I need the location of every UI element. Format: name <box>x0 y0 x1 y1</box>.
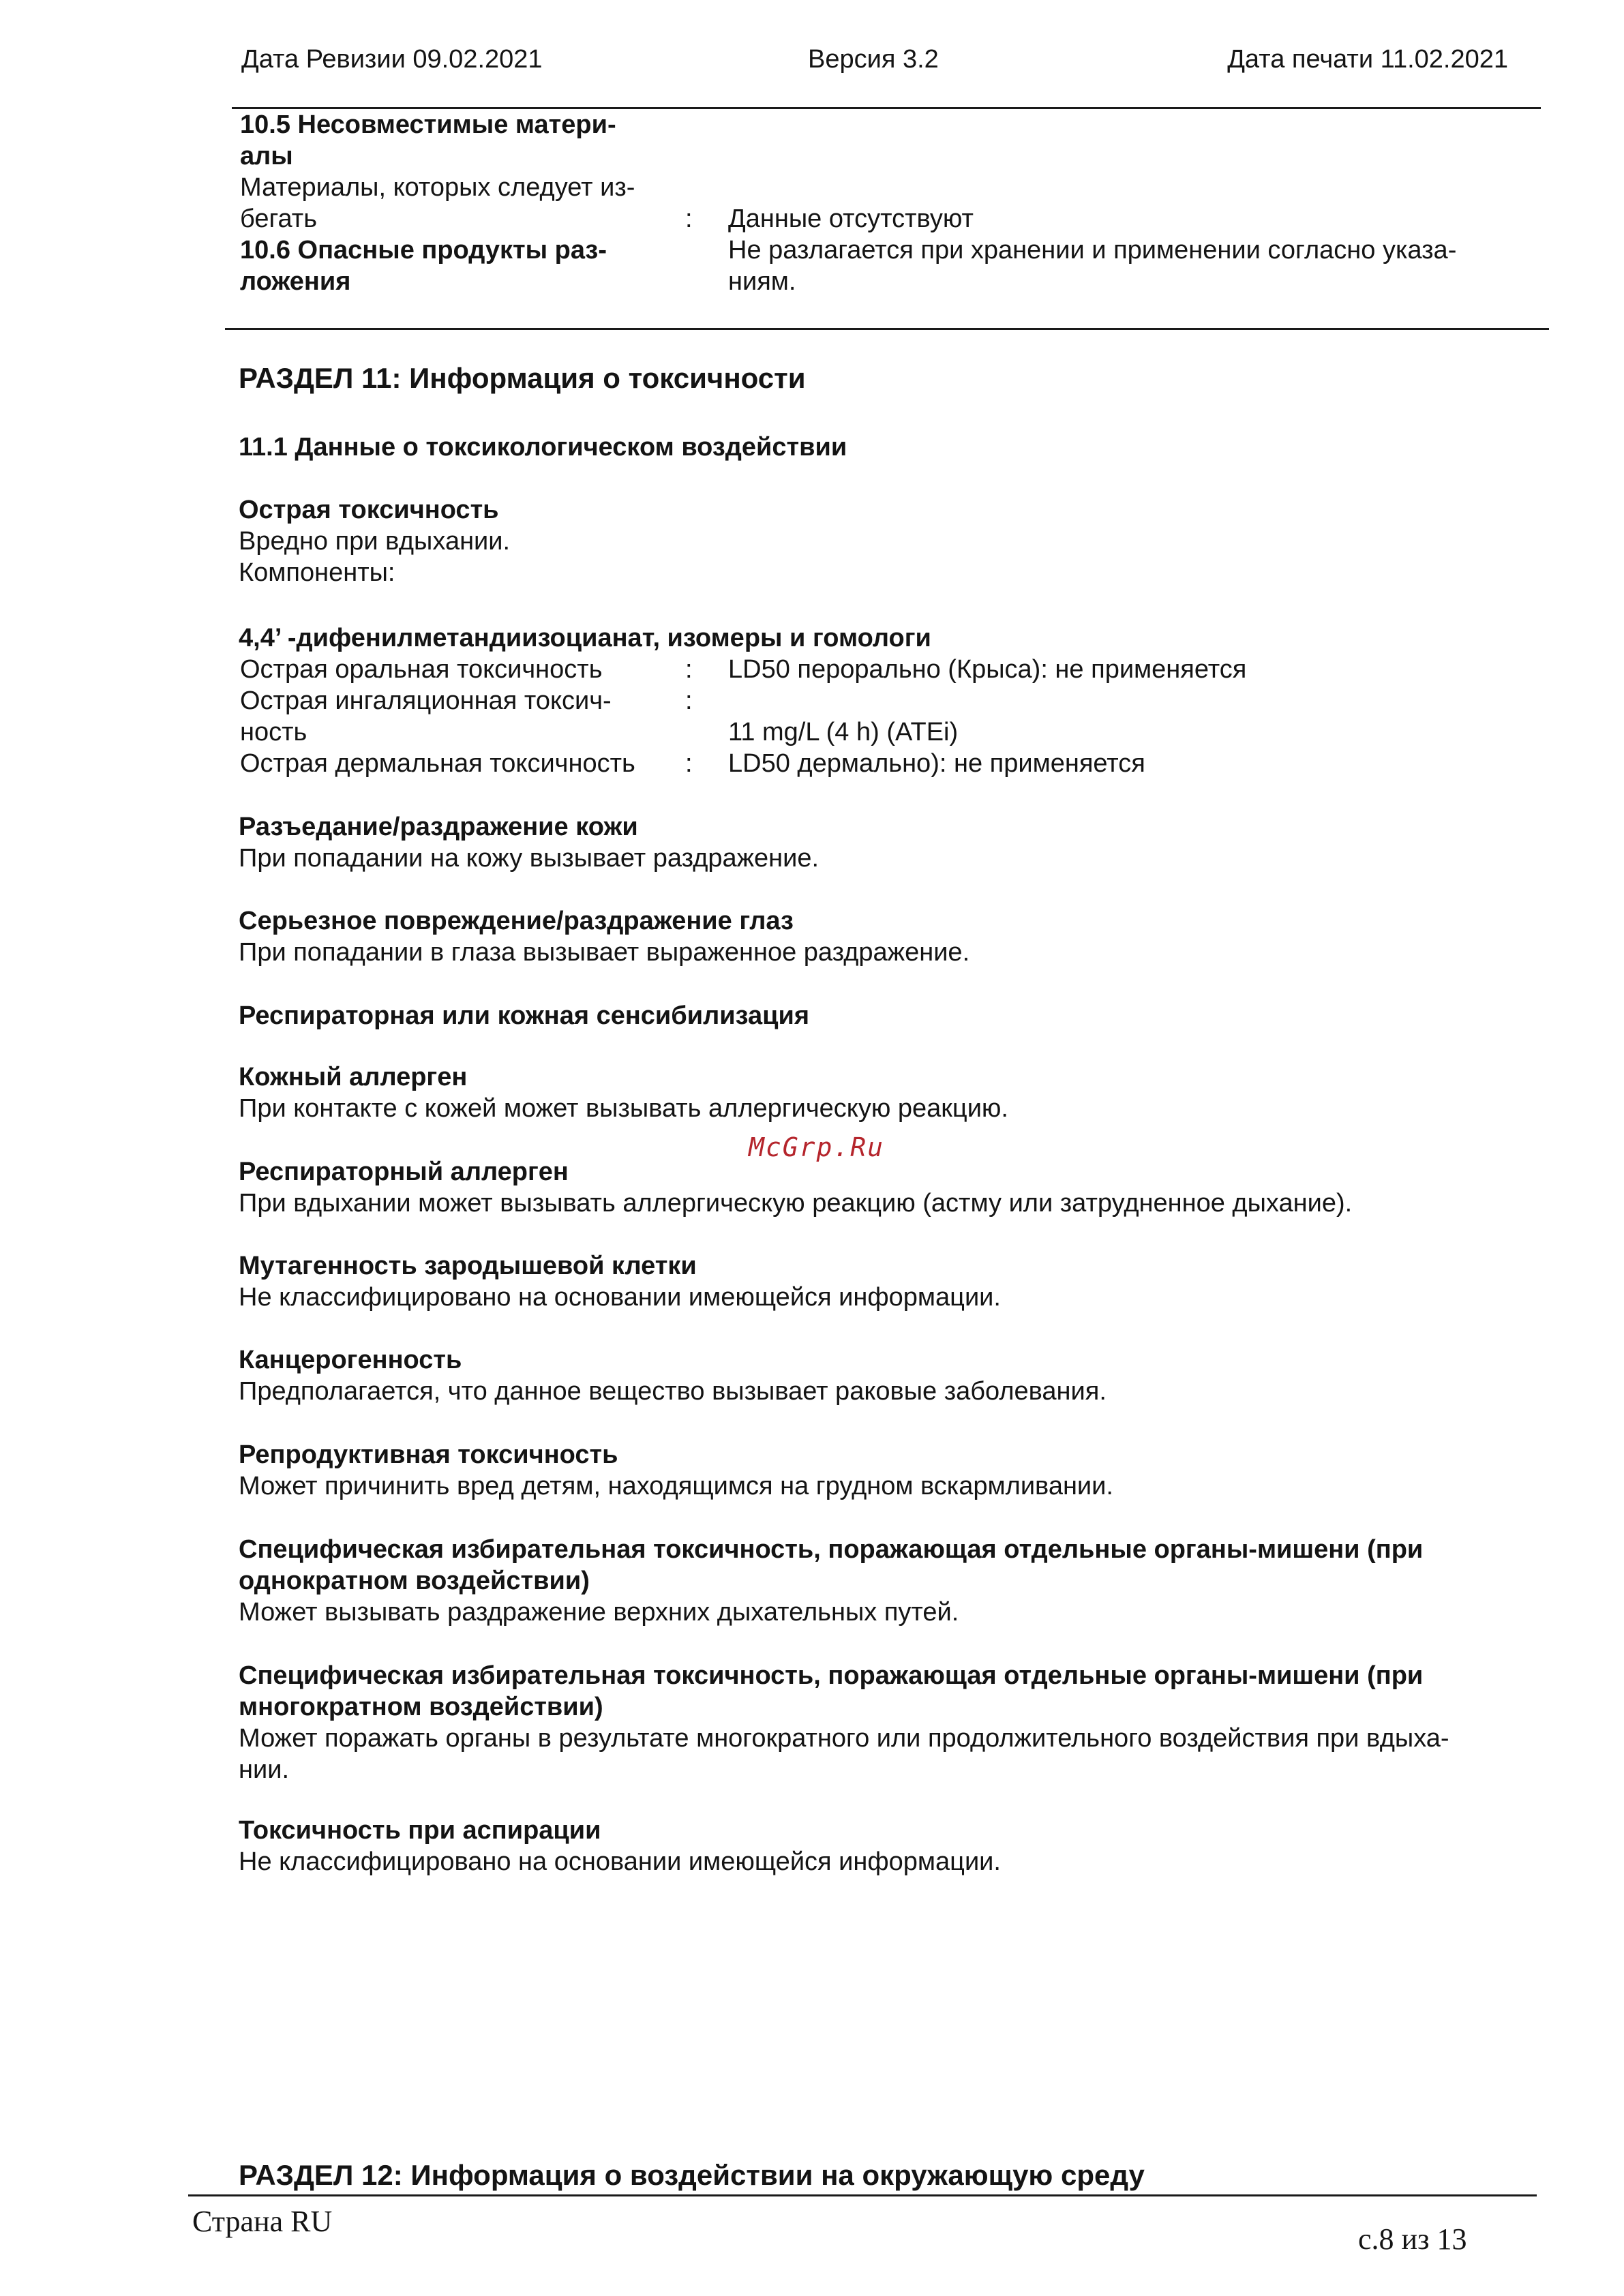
dermal-toxicity-label: Острая дермальная токсичность <box>240 749 635 778</box>
mutagenicity-title: Мутагенность зародышевой клетки <box>239 1252 697 1280</box>
section-12-title: РАЗДЕЛ 12: Информация о воздействии на окружающую среду <box>239 2159 1145 2191</box>
aspiration-text: Не классифицировано на основании имеющейся информации. <box>239 1847 1001 1876</box>
aspiration-block <box>239 1815 1510 1877</box>
section-divider <box>225 328 1549 330</box>
stot-repeated-title-line2: многократном воздействии) <box>239 1693 603 1721</box>
acute-toxicity-text: Вредно при вдыхании. <box>239 527 511 556</box>
print-date: Дата печати 11.02.2021 <box>1227 45 1508 74</box>
stot-repeated-block <box>239 1660 1510 1785</box>
reproductive-toxicity-text: Может причинить вред детям, находящимся на грудном вскармливании. <box>239 1472 1113 1500</box>
inhalation-toxicity-label: Острая ингаляционная токсич- ность <box>240 686 612 746</box>
carcinogenicity-title: Канцерогенность <box>239 1346 462 1374</box>
stot-repeated-text-line1: Может поражать органы в результате многократного или продолжительного воздействия при вдыха- <box>239 1724 1449 1753</box>
stot-repeated-title-line1: Специфическая избирательная токсичность, поражающая отдельные органы-мишени (при <box>239 1661 1424 1690</box>
revision-date: Дата Ревизии 09.02.2021 <box>241 45 543 74</box>
stot-single-block <box>239 1534 1510 1628</box>
respiratory-allergen-title: Респираторный аллерген <box>239 1158 569 1186</box>
inhalation-toxicity-colon: : <box>685 686 693 715</box>
skin-irritation-title: Разъедание/раздражение кожи <box>239 813 638 841</box>
reproductive-toxicity-title: Репродуктивная токсичность <box>239 1440 618 1469</box>
materials-to-avoid-colon: : <box>685 205 693 233</box>
dermal-toxicity-value: LD50 дермально): не применяется <box>728 749 1145 778</box>
watermark: McGrp.Ru <box>749 1132 885 1162</box>
hazardous-decomposition-title: 10.6 Опасные продукты раз- ложения <box>240 236 607 296</box>
components-label: Компоненты: <box>239 558 395 587</box>
section-11-title: РАЗДЕЛ 11: Информация о токсичности <box>239 362 806 394</box>
carcinogenicity-block <box>239 1344 1510 1407</box>
version: Версия 3.2 <box>808 45 939 74</box>
dermal-toxicity-colon: : <box>685 749 693 778</box>
stot-single-text: Может вызывать раздражение верхних дыхательных путей. <box>239 1598 959 1627</box>
oral-toxicity-colon: : <box>685 655 693 684</box>
skin-allergen-title: Кожный аллерген <box>239 1063 468 1091</box>
footer-country: Страна RU <box>192 2205 333 2238</box>
oral-toxicity-value: LD50 перорально (Крыса): не применяется <box>728 655 1247 684</box>
skin-irritation-block <box>239 811 1510 874</box>
acute-toxicity-title: Острая токсичность <box>239 496 499 524</box>
substance-name: 4,4’ -дифенилметандиизоцианат, изомеры и гомологи <box>239 624 931 652</box>
stot-repeated-text-line2: нии. <box>239 1755 289 1784</box>
mutagenicity-block <box>239 1250 1510 1313</box>
eye-damage-title: Серьезное повреждение/раздражение глаз <box>239 907 794 935</box>
stot-single-title-line1: Специфическая избирательная токсичность, поражающая отдельные органы-мишени (при <box>239 1535 1424 1564</box>
footer-divider <box>188 2194 1537 2196</box>
oral-toxicity-label: Острая оральная токсичность <box>240 655 603 684</box>
carcinogenicity-text: Предполагается, что данное вещество вызывает раковые заболевания. <box>239 1377 1107 1406</box>
eye-damage-block <box>239 905 1510 968</box>
hazardous-decomposition-value: Не разлагается при хранении и применении согласно указа- ниям. <box>728 236 1457 296</box>
respiratory-allergen-text: При вдыхании может вызывать аллергическую реакцию (астму или затрудненное дыхание). <box>239 1189 1353 1218</box>
stot-single-title-line2: однократном воздействии) <box>239 1567 590 1595</box>
aspiration-title: Токсичность при аспирации <box>239 1816 601 1845</box>
sensitization-title: Респираторная или кожная сенсибилизация <box>239 1001 810 1030</box>
section-11-1-title: 11.1 Данные о токсикологическом воздействии <box>239 433 847 462</box>
materials-to-avoid-value: Данные отсутствуют <box>728 205 974 233</box>
incompatible-materials-title: 10.5 Несовместимые матери- алы <box>240 110 616 170</box>
footer-page-number: с.8 из 13 <box>1358 2222 1467 2256</box>
inhalation-toxicity-value: 11 mg/L (4 h) (ATEi) <box>728 718 959 746</box>
acute-toxicity-block <box>239 494 1510 588</box>
skin-allergen-block <box>239 1061 1510 1124</box>
reproductive-toxicity-block <box>239 1439 1510 1502</box>
materials-to-avoid-label: Материалы, которых следует из- бегать <box>240 173 635 233</box>
skin-irritation-text: При попадании на кожу вызывает раздражение. <box>239 844 819 873</box>
skin-allergen-text: При контакте с кожей может вызывать аллергическую реакцию. <box>239 1094 1008 1123</box>
mutagenicity-text: Не классифицировано на основании имеющейся информации. <box>239 1283 1001 1312</box>
eye-damage-text: При попадании в глаза вызывает выраженное раздражение. <box>239 938 970 967</box>
respiratory-allergen-block <box>239 1156 1510 1219</box>
